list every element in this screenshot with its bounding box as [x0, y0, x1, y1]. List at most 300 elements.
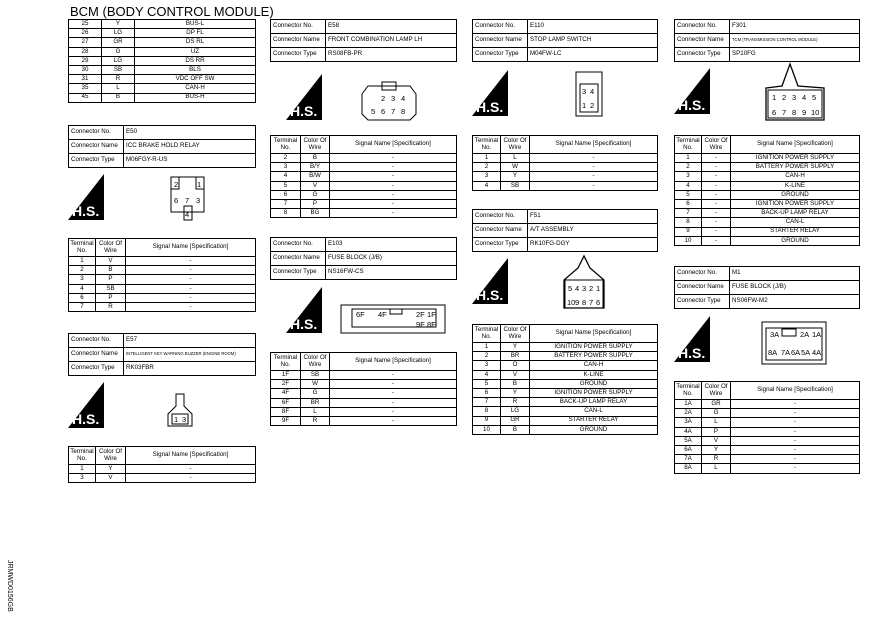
signal-name-cell: -	[330, 181, 457, 190]
e103-connector-name: FUSE BLOCK (J/B)	[326, 252, 457, 266]
wire-color-cell: B/W	[301, 172, 330, 181]
terminal-cell: 6F	[271, 398, 301, 407]
table-row	[69, 284, 256, 293]
terminal-cell: 4A	[675, 427, 702, 436]
svg-text:8: 8	[792, 108, 797, 117]
svg-text:H.S.: H.S.	[72, 203, 100, 219]
svg-text:H.S.: H.S.	[72, 411, 100, 427]
svg-text:6: 6	[174, 196, 179, 205]
table-row	[271, 163, 457, 172]
table-row	[675, 227, 860, 236]
svg-text:3: 3	[391, 94, 396, 103]
terminal-cell: 29	[69, 56, 102, 65]
svg-text:3: 3	[582, 87, 587, 96]
f301-terminal-table: Terminal No. Color Of Wire Signal Name [Specification] 1 - IGNITION POWER SUPPLY 2 - BATTERY POWER SUPPLY 3 - CAN-H 4 - K-LINE 5 - GROUND 6 - IGNITION POWER SUPPLY 7 - BACK-UP LAMP RELAY 8 - CAN-L 9 - STARTER RELAY 10 - GROUND	[674, 135, 860, 246]
table-row	[675, 427, 860, 436]
svg-text:2: 2	[589, 284, 594, 293]
signal-name-cell: DS RL	[135, 38, 256, 47]
signal-name-cell: -	[126, 257, 256, 266]
wire-color-cell: B	[501, 425, 530, 434]
signal-name-cell: CAN-H	[135, 84, 256, 93]
terminal-cell: 3	[69, 474, 96, 483]
e103-connector-no: E103	[326, 238, 457, 252]
wire-color-cell: B	[96, 266, 126, 275]
table-row	[69, 84, 256, 93]
e57-connector-type: RK03FBR	[124, 362, 256, 376]
table-row	[675, 455, 860, 464]
bcm-terminal-table	[68, 19, 256, 103]
terminal-cell: 8F	[271, 407, 301, 416]
svg-text:2: 2	[174, 180, 179, 189]
f301-connector-diagram	[674, 62, 854, 122]
table-row	[69, 474, 256, 483]
signal-name-cell: -	[731, 400, 860, 409]
m1-connector-no: M1	[730, 267, 860, 281]
wire-color-cell: SB	[501, 181, 530, 190]
wire-color-cell: G	[301, 389, 330, 398]
table-row	[473, 352, 658, 361]
wire-color-cell: Y	[501, 343, 530, 352]
wire-color-cell: G	[702, 409, 731, 418]
wire-color-cell: R	[96, 302, 126, 311]
table-row	[69, 65, 256, 74]
table-row	[675, 464, 860, 473]
wire-color-cell: B	[102, 93, 135, 102]
signal-name-cell: VDC OFF SW	[135, 75, 256, 84]
terminal-cell: 5	[675, 190, 702, 199]
signal-name-cell: DS RR	[135, 56, 256, 65]
m1-connector-name: FUSE BLOCK (J/B)	[730, 281, 860, 295]
table-row	[473, 181, 658, 190]
m1-connector-type: NS06FW-M2	[730, 295, 860, 309]
svg-text:1: 1	[197, 180, 202, 189]
signal-name-cell: BACK-UP LAMP RELAY	[731, 209, 860, 218]
wire-color-cell: Y	[702, 445, 731, 454]
wire-color-cell: L	[702, 418, 731, 427]
terminal-cell: 2	[473, 163, 501, 172]
e58-connector-no: E58	[326, 20, 457, 34]
e103-connector-type: NS16FW-CS	[326, 266, 457, 280]
terminal-cell: 8	[675, 218, 702, 227]
terminal-cell: 2F	[271, 380, 301, 389]
wire-color-cell: V	[301, 181, 330, 190]
wire-color-cell: V	[702, 436, 731, 445]
wire-color-cell: -	[702, 181, 731, 190]
table-row	[69, 56, 256, 65]
signal-name-cell: -	[731, 427, 860, 436]
svg-text:3: 3	[582, 284, 587, 293]
signal-name-cell: -	[126, 275, 256, 284]
signal-name-cell: -	[530, 163, 658, 172]
f301-connector-no: F301	[730, 20, 860, 34]
signal-name-cell: -	[330, 154, 457, 163]
wire-color-cell: -	[702, 163, 731, 172]
signal-name-cell: IGNITION POWER SUPPLY	[530, 388, 658, 397]
wire-color-cell: R	[702, 455, 731, 464]
svg-text:H.S.: H.S.	[476, 287, 504, 303]
table-row	[675, 190, 860, 199]
terminal-cell: 9	[675, 227, 702, 236]
svg-text:4: 4	[401, 94, 406, 103]
table-row	[271, 199, 457, 208]
signal-name-cell: K-LINE	[731, 181, 860, 190]
f51-connector-diagram	[472, 254, 642, 314]
table-row	[473, 343, 658, 352]
table-row	[69, 20, 256, 29]
signal-name-cell: -	[126, 293, 256, 302]
terminal-cell: 10	[473, 425, 501, 434]
table-row	[69, 93, 256, 102]
table-row	[271, 190, 457, 199]
svg-text:9: 9	[802, 108, 807, 117]
signal-name-cell: GROUND	[731, 236, 860, 245]
terminal-cell: 2	[271, 154, 301, 163]
table-row	[473, 172, 658, 181]
terminal-cell: 45	[69, 93, 102, 102]
table-row	[473, 163, 658, 172]
terminal-cell: 9	[473, 416, 501, 425]
wire-color-cell: BR	[501, 352, 530, 361]
signal-name-cell: -	[330, 416, 457, 425]
signal-name-cell: UZ	[135, 47, 256, 56]
e50-connector-name: ICC BRAKE HOLD RELAY	[124, 140, 256, 154]
terminal-cell: 5	[271, 181, 301, 190]
e57-connector-no: E57	[124, 334, 256, 348]
e110-connector-name: STOP LAMP SWITCH	[528, 34, 658, 48]
terminal-cell: 4	[473, 181, 501, 190]
signal-name-cell: -	[731, 418, 860, 427]
svg-text:6: 6	[772, 108, 777, 117]
m1-terminal-table: Terminal No. Color Of Wire Signal Name [Specification] 1A GR - 2A G - 3A L - 4A P - 5A V - 6A Y - 7A R - 8A L -	[674, 381, 860, 474]
table-row	[69, 257, 256, 266]
signal-name-cell: -	[330, 398, 457, 407]
svg-text:7: 7	[185, 196, 190, 205]
table-row	[675, 172, 860, 181]
table-row	[69, 38, 256, 47]
terminal-cell: 1	[473, 154, 501, 163]
svg-text:4: 4	[590, 87, 595, 96]
svg-text:H.S.: H.S.	[290, 316, 318, 332]
wire-color-cell: L	[702, 464, 731, 473]
table-row	[473, 379, 658, 388]
wire-color-cell: P	[702, 427, 731, 436]
terminal-cell: 3	[473, 172, 501, 181]
table-row	[473, 388, 658, 397]
table-row	[473, 416, 658, 425]
svg-text:5A: 5A	[801, 348, 811, 357]
wire-color-cell: R	[501, 398, 530, 407]
table-row	[473, 370, 658, 379]
wire-color-cell: SB	[102, 65, 135, 74]
e103-connector-info: Connector No. E103 Connector Name FUSE BLOCK (J/B) Connector Type NS16FW-CS	[270, 237, 457, 280]
signal-name-cell: BUS-H	[135, 93, 256, 102]
e57-connector-diagram	[68, 380, 218, 432]
terminal-cell: 35	[69, 84, 102, 93]
signal-name-cell: -	[126, 302, 256, 311]
svg-text:4F: 4F	[378, 310, 387, 319]
table-row	[675, 236, 860, 245]
table-row	[473, 425, 658, 434]
e103-connector-diagram	[270, 287, 450, 337]
signal-name-cell: -	[126, 284, 256, 293]
wire-color-cell: -	[702, 199, 731, 208]
table-row	[69, 29, 256, 38]
wire-color-cell: -	[702, 209, 731, 218]
svg-text:10: 10	[567, 298, 576, 307]
wire-color-cell: W	[501, 163, 530, 172]
terminal-cell: 1F	[271, 371, 301, 380]
svg-text:2: 2	[590, 101, 595, 110]
svg-text:2F: 2F	[416, 310, 425, 319]
terminal-cell: 1	[675, 154, 702, 163]
table-row	[271, 380, 457, 389]
svg-text:1: 1	[772, 93, 777, 102]
table-row	[271, 416, 457, 425]
signal-name-cell: GROUND	[530, 379, 658, 388]
svg-text:1A: 1A	[812, 330, 822, 339]
signal-name-cell: -	[126, 465, 256, 474]
wire-color-cell: R	[301, 416, 330, 425]
table-row	[473, 154, 658, 163]
e57-connector-info: Connector No. E57 Connector Name INTELLIGENT KEY WARNING BUZZER (ENGINE ROOM) Connector Type RK03FBR	[68, 333, 256, 376]
f51-connector-type: RK10FG-DGY	[528, 238, 658, 252]
wire-color-cell: R	[102, 75, 135, 84]
svg-text:10: 10	[811, 108, 820, 117]
signal-name-cell: -	[731, 455, 860, 464]
wire-color-cell: L	[301, 407, 330, 416]
table-row	[271, 398, 457, 407]
table-row	[271, 389, 457, 398]
f51-connector-name: A/T ASSEMBLY	[528, 224, 658, 238]
svg-text:1: 1	[596, 284, 601, 293]
m1-connector-diagram	[674, 314, 854, 368]
e58-connector-type: RS08FB-PR	[326, 48, 457, 62]
svg-text:7: 7	[391, 107, 396, 116]
signal-name-cell: CAN-L	[731, 218, 860, 227]
signal-name-cell: -	[330, 172, 457, 181]
signal-name-cell: CAN-H	[530, 361, 658, 370]
terminal-cell: 2	[473, 352, 501, 361]
svg-text:6A: 6A	[791, 348, 801, 357]
svg-text:7: 7	[589, 298, 594, 307]
wire-color-cell: Y	[501, 388, 530, 397]
terminal-cell: 4F	[271, 389, 301, 398]
svg-text:1: 1	[582, 101, 587, 110]
signal-name-cell: -	[330, 163, 457, 172]
wire-color-cell: L	[501, 154, 530, 163]
wire-color-cell: -	[702, 218, 731, 227]
terminal-cell: 8A	[675, 464, 702, 473]
m1-connector-info: Connector No. M1 Connector Name FUSE BLOCK (J/B) Connector Type NS06FW-M2	[674, 266, 860, 309]
signal-name-cell: BACK-UP LAMP RELAY	[530, 398, 658, 407]
signal-name-cell: -	[731, 409, 860, 418]
svg-text:6: 6	[381, 107, 386, 116]
terminal-cell: 6	[271, 190, 301, 199]
wire-color-cell: LG	[102, 29, 135, 38]
e110-connector-diagram	[472, 70, 632, 120]
table-row	[675, 218, 860, 227]
signal-name-cell: CAN-L	[530, 407, 658, 416]
wire-color-cell: L	[102, 84, 135, 93]
terminal-cell: 4	[69, 284, 96, 293]
terminal-cell: 3	[271, 163, 301, 172]
svg-text:H.S.: H.S.	[678, 97, 706, 113]
table-row	[69, 47, 256, 56]
signal-name-cell: -	[330, 407, 457, 416]
terminal-cell: 7	[675, 209, 702, 218]
wire-color-cell: P	[301, 199, 330, 208]
terminal-cell: 6	[473, 388, 501, 397]
wire-color-cell: G	[301, 190, 330, 199]
table-row	[69, 275, 256, 284]
svg-text:8: 8	[582, 298, 587, 307]
svg-text:7: 7	[782, 108, 787, 117]
e50-terminal-table: Terminal No. Color Of Wire Signal Name [Specification] 1 V - 2 B - 3 P - 4 SB - 6 P - 7 R -	[68, 238, 256, 312]
signal-name-cell: BUS-L	[135, 20, 256, 29]
svg-text:1: 1	[174, 415, 179, 424]
svg-text:7A: 7A	[781, 348, 791, 357]
e57-terminal-table: Terminal No. Color Of Wire Signal Name [Specification] 1 Y - 3 V -	[68, 446, 256, 483]
wire-color-cell: P	[96, 275, 126, 284]
e58-connector-diagram	[270, 74, 430, 124]
terminal-cell: 28	[69, 47, 102, 56]
wire-color-cell: -	[702, 172, 731, 181]
wire-color-cell: Y	[501, 172, 530, 181]
svg-text:8: 8	[401, 107, 406, 116]
e110-connector-info: Connector No. E110 Connector Name STOP LAMP SWITCH Connector Type M04FW-LC	[472, 19, 658, 62]
terminal-cell: 4	[271, 172, 301, 181]
svg-text:4A: 4A	[812, 348, 822, 357]
wire-color-cell: O	[501, 361, 530, 370]
wire-color-cell: LG	[501, 407, 530, 416]
wire-color-cell: B	[301, 154, 330, 163]
table-row	[675, 163, 860, 172]
e58-terminal-table: Terminal No. Color Of Wire Signal Name [Specification] 2 B - 3 B/Y - 4 B/W - 5 V - 6 G - 7 P - 8 BG -	[270, 135, 457, 218]
svg-text:9F: 9F	[416, 320, 425, 329]
table-row	[675, 409, 860, 418]
page-title: BCM (BODY CONTROL MODULE)	[70, 4, 274, 19]
signal-name-cell: -	[330, 209, 457, 218]
wire-color-cell: V	[96, 257, 126, 266]
svg-text:4: 4	[185, 210, 190, 219]
wire-color-cell: Y	[102, 20, 135, 29]
svg-text:H.S.: H.S.	[476, 99, 504, 115]
e58-connector-name: FRONT COMBINATION LAMP LH	[326, 34, 457, 48]
f301-connector-name: TCM (TRANSMISSION CONTROL MODULE)	[730, 34, 860, 48]
f301-connector-info: Connector No. F301 Connector Name TCM (TRANSMISSION CONTROL MODULE) Connector Type SP10FG	[674, 19, 860, 62]
wire-color-cell: G	[102, 47, 135, 56]
e57-connector-name: INTELLIGENT KEY WARNING BUZZER (ENGINE ROOM)	[124, 348, 256, 362]
terminal-cell: 1	[69, 465, 96, 474]
terminal-cell: 2A	[675, 409, 702, 418]
table-row	[271, 209, 457, 218]
e50-connector-info: Connector No. E50 Connector Name ICC BRAKE HOLD RELAY Connector Type M06FGY-R-US	[68, 125, 256, 168]
terminal-cell: 5A	[675, 436, 702, 445]
f51-connector-no: F51	[528, 210, 658, 224]
terminal-cell: 10	[675, 236, 702, 245]
table-row	[473, 398, 658, 407]
table-row	[69, 75, 256, 84]
wire-color-cell: B	[501, 379, 530, 388]
wire-color-cell: GR	[501, 416, 530, 425]
table-row	[675, 418, 860, 427]
svg-text:3A: 3A	[770, 330, 780, 339]
svg-text:1F: 1F	[427, 310, 436, 319]
diagram-code: JRMWD0156GB	[6, 560, 13, 612]
terminal-cell: 6A	[675, 445, 702, 454]
f51-connector-info: Connector No. F51 Connector Name A/T ASSEMBLY Connector Type RK10FG-DGY	[472, 209, 658, 252]
terminal-cell: 6	[675, 199, 702, 208]
e110-terminal-table: Terminal No. Color Of Wire Signal Name [Specification] 1 L - 2 W - 3 Y - 4 SB -	[472, 135, 658, 191]
svg-text:3: 3	[182, 415, 187, 424]
table-row	[69, 266, 256, 275]
terminal-cell: 7	[69, 302, 96, 311]
terminal-cell: 1	[473, 343, 501, 352]
svg-text:2A: 2A	[800, 330, 810, 339]
terminal-cell: 2	[675, 163, 702, 172]
terminal-cell: 7	[473, 398, 501, 407]
wire-color-cell: BR	[301, 398, 330, 407]
e110-connector-no: E110	[528, 20, 658, 34]
svg-text:2: 2	[782, 93, 787, 102]
wire-color-cell: V	[96, 474, 126, 483]
wire-color-cell: V	[501, 370, 530, 379]
terminal-cell: 1	[69, 257, 96, 266]
e58-connector-info: Connector No. E58 Connector Name FRONT COMBINATION LAMP LH Connector Type RS08FB-PR	[270, 19, 457, 62]
svg-text:H.S.: H.S.	[290, 103, 318, 119]
wire-color-cell: W	[301, 380, 330, 389]
signal-name-cell: CAN-H	[731, 172, 860, 181]
svg-text:3: 3	[196, 196, 201, 205]
f51-terminal-table: Terminal No. Color Of Wire Signal Name [Specification] 1 Y IGNITION POWER SUPPLY 2 BR BATTERY POWER SUPPLY 3 O CAN-H 4 V K-LINE 5 B GROUND 6 Y IGNITION POWER SUPPLY 7 R BACK-UP LAMP RELAY 8 LG CAN-L 9 GR STARTER RELAY 10 B GROUND	[472, 324, 658, 435]
wire-color-cell: -	[702, 154, 731, 163]
signal-name-cell: BLS	[135, 65, 256, 74]
wire-color-cell: LG	[102, 56, 135, 65]
svg-text:4: 4	[575, 284, 580, 293]
signal-name-cell: STARTER RELAY	[530, 416, 658, 425]
e50-connector-type: M06FGY-R-US	[124, 154, 256, 168]
table-row	[675, 199, 860, 208]
table-row	[675, 436, 860, 445]
terminal-cell: 3	[473, 361, 501, 370]
signal-name-cell: IGNITION POWER SUPPLY	[530, 343, 658, 352]
signal-name-cell: -	[530, 172, 658, 181]
terminal-cell: 31	[69, 75, 102, 84]
signal-name-cell: -	[530, 181, 658, 190]
svg-text:8F: 8F	[427, 320, 436, 329]
table-row	[675, 400, 860, 409]
svg-text:2: 2	[381, 94, 386, 103]
table-row	[473, 407, 658, 416]
wire-color-cell: BG	[301, 209, 330, 218]
wire-color-cell: Y	[96, 465, 126, 474]
signal-name-cell: -	[330, 371, 457, 380]
wire-color-cell: SB	[301, 371, 330, 380]
wire-color-cell: GR	[102, 38, 135, 47]
table-row	[271, 181, 457, 190]
wire-color-cell: GR	[702, 400, 731, 409]
table-row	[675, 445, 860, 454]
signal-name-cell: -	[330, 389, 457, 398]
terminal-cell: 1A	[675, 400, 702, 409]
svg-text:9: 9	[575, 298, 580, 307]
table-row	[675, 154, 860, 163]
terminal-cell: 26	[69, 29, 102, 38]
svg-text:4: 4	[802, 93, 807, 102]
table-row	[69, 293, 256, 302]
signal-name-cell: -	[731, 464, 860, 473]
svg-text:8A: 8A	[768, 348, 778, 357]
